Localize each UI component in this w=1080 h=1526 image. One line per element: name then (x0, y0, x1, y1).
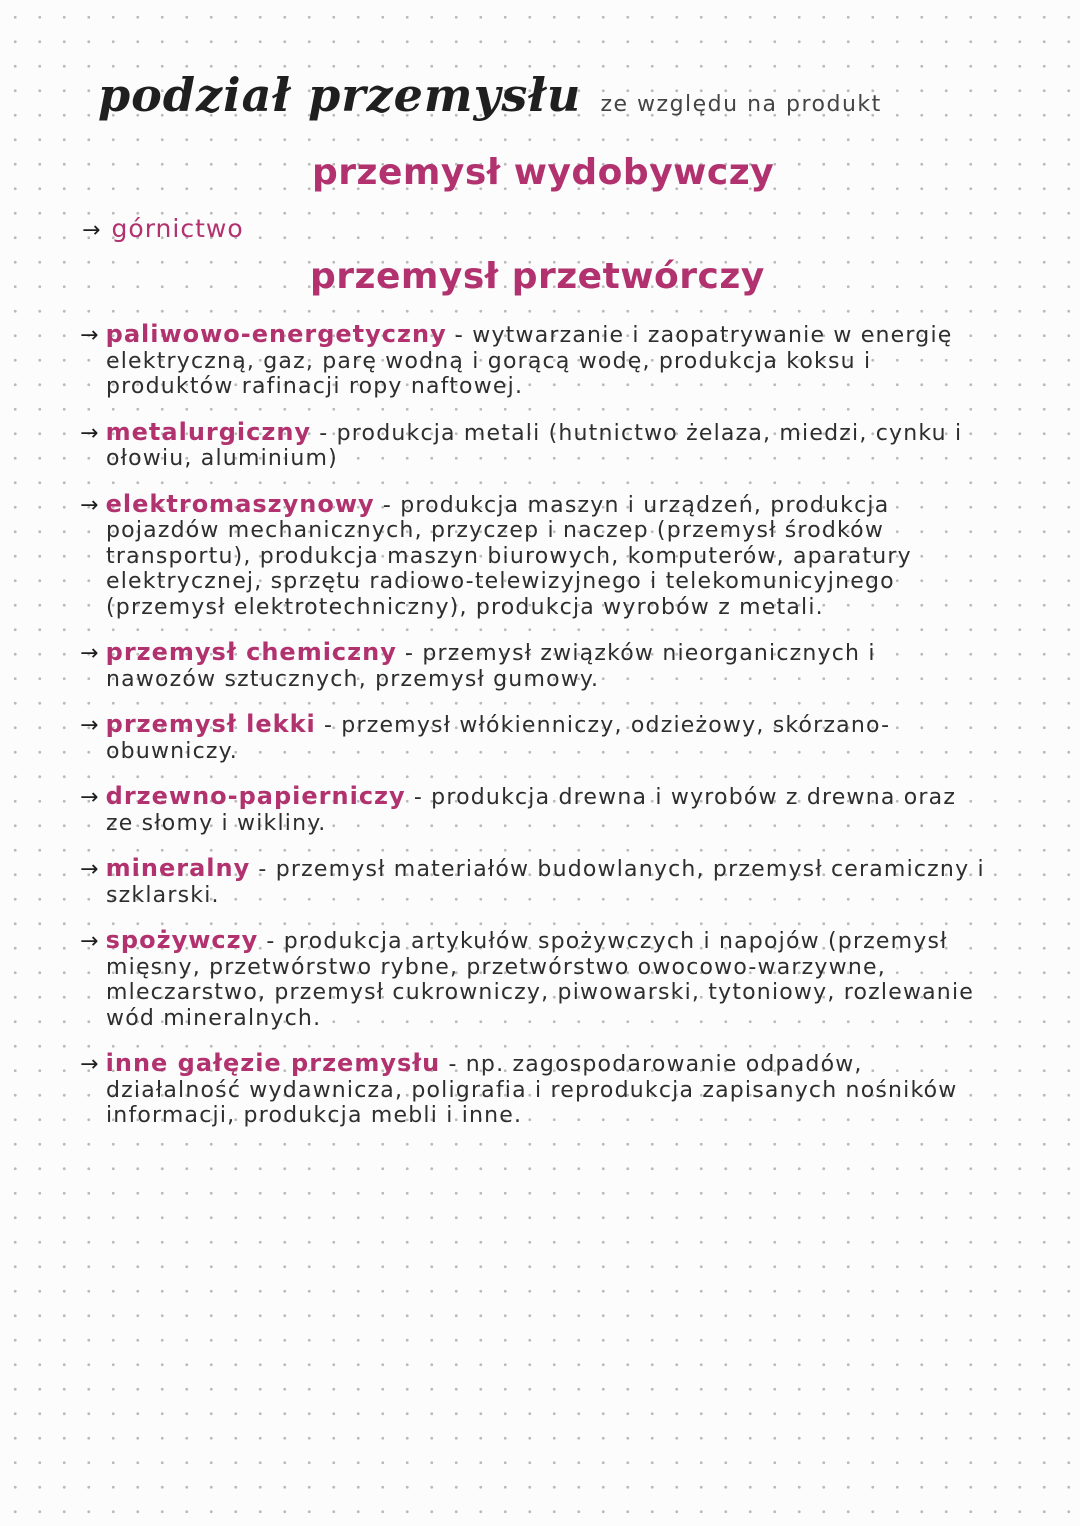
industry-list (80, 322, 990, 1149)
list-item-mining (82, 214, 244, 243)
heading-processing-industry: przemysł przetwórczy (310, 256, 765, 297)
industry-description: - przemysł związków nieorganicznych i nawozów sztucznych, przemysł gumowy. (106, 641, 876, 692)
industry-description: - wytwarzanie i zaopatrywanie w energię elektryczną, gaz, parę wodną i gorącą wodę, produkcja koksu i produktów rafinacji ropy naftowej. (106, 323, 953, 399)
page-title (98, 68, 998, 122)
arrow-icon: → (80, 713, 100, 738)
industry-description: - przemysł włókienniczy, odzieżowy, skórzano-obuwniczy. (106, 713, 891, 764)
arrow-icon: → (80, 929, 100, 954)
list-item (80, 417, 990, 472)
industry-description: - produkcja artykułów spożywczych i napojów (przemysł mięsny, przetwórstwo rybne, przetwórstwo owocowo-warzywne, mleczarstwo, przemysł cukrowniczy, piwowarski, tytoniowy, rozlewanie wód mineralnych. (106, 929, 975, 1031)
arrow-icon: → (80, 785, 100, 810)
title-subtitle: ze względu na produkt (600, 92, 882, 117)
industry-term: drzewno-papierniczy (105, 782, 406, 810)
industry-description: - produkcja maszyn i urządzeń, produkcja pojazdów mechanicznych, przyczep i naczep (przemysł środków transportu), produkcja maszyn biurowych, komputerów, aparatury elektrycznej, sprzętu radiowo-telewizyjnego i telekomunicyjnego (przemysł elektrotechniczny), produkcja wyrobów z metali. (106, 492, 912, 620)
mining-label: górnictwo (111, 214, 244, 243)
list-item (80, 928, 990, 1031)
industry-term: paliwowo-energetyczny (105, 320, 447, 348)
list-item (80, 784, 990, 836)
industry-term: inne gałęzie przemysłu (105, 1049, 441, 1077)
industry-term: elektromaszynowy (105, 489, 375, 518)
heading-extractive-industry: przemysł wydobywczy (312, 152, 775, 193)
arrow-icon: → (80, 323, 100, 348)
arrow-icon: → (80, 641, 100, 666)
industry-term: metalurgiczny (105, 417, 312, 446)
arrow-icon: → (80, 857, 100, 882)
list-item (80, 322, 990, 400)
list-item (80, 1051, 990, 1129)
list-item (80, 856, 990, 908)
arrow-icon: → (82, 218, 101, 243)
industry-description: - przemysł materiałów budowlanych, przemysł ceramiczny i szklarski. (106, 857, 985, 908)
arrow-icon: → (80, 420, 100, 446)
list-item (80, 712, 990, 764)
industry-description: - produkcja metali (hutnictwo żelaza, miedzi, cynku i ołowiu, aluminium) (106, 420, 963, 471)
industry-term: spożywczy (105, 926, 259, 954)
industry-term: przemysł chemiczny (105, 638, 397, 666)
arrow-icon: → (80, 1052, 100, 1077)
arrow-icon: → (80, 492, 100, 518)
industry-description: - np. zagospodarowanie odpadów, działalność wydawnicza, poligrafia i reprodukcja zapisanych nośników informacji, produkcja mebli i inne. (106, 1052, 958, 1128)
list-item (80, 489, 990, 621)
title-main: podział przemysłu (98, 68, 582, 122)
industry-term: mineralny (105, 854, 251, 882)
list-item (80, 640, 990, 692)
industry-description: - produkcja drewna i wyrobów z drewna oraz ze słomy i wikliny. (106, 785, 957, 836)
industry-term: przemysł lekki (105, 710, 316, 738)
